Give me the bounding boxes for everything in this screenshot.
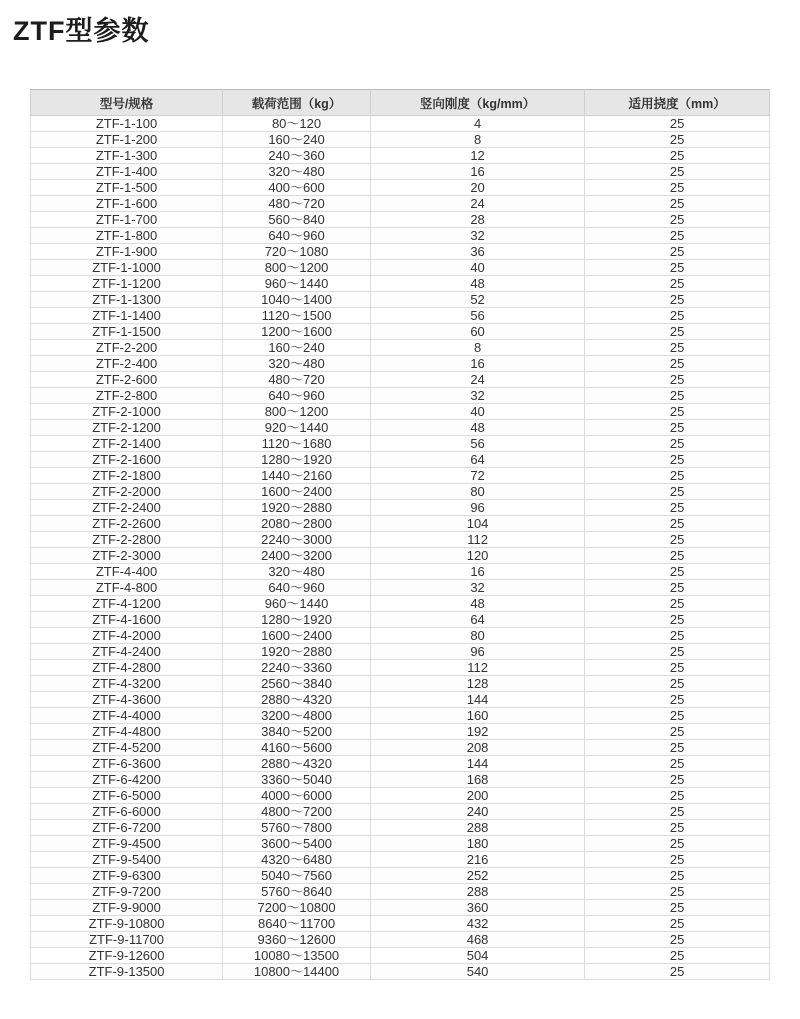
cell-deflection: 25 <box>585 708 770 724</box>
cell-model: ZTF-4-2400 <box>31 644 223 660</box>
cell-model: ZTF-1-800 <box>31 228 223 244</box>
column-header-load-range: 载荷范围（kg） <box>223 90 371 116</box>
cell-model: ZTF-2-2000 <box>31 484 223 500</box>
cell-load-range: 960～1440 <box>223 276 371 292</box>
cell-model: ZTF-4-3200 <box>31 676 223 692</box>
table-row <box>31 516 770 532</box>
cell-stiffness: 192 <box>370 724 584 740</box>
cell-stiffness: 468 <box>370 932 584 948</box>
column-header-vertical-stiffness: 竖向刚度（kg/mm） <box>370 90 584 116</box>
cell-deflection: 25 <box>585 356 770 372</box>
cell-deflection: 25 <box>585 372 770 388</box>
cell-load-range: 640～960 <box>223 388 371 404</box>
cell-load-range: 1120～1680 <box>223 436 371 452</box>
cell-model: ZTF-2-600 <box>31 372 223 388</box>
table-row <box>31 180 770 196</box>
cell-deflection: 25 <box>585 532 770 548</box>
cell-deflection: 25 <box>585 468 770 484</box>
table-row <box>31 340 770 356</box>
cell-stiffness: 80 <box>370 484 584 500</box>
cell-deflection: 25 <box>585 820 770 836</box>
table-row <box>31 260 770 276</box>
cell-load-range: 480～720 <box>223 196 371 212</box>
table-header <box>31 90 770 116</box>
table-row <box>31 820 770 836</box>
cell-deflection: 25 <box>585 836 770 852</box>
cell-deflection: 25 <box>585 868 770 884</box>
cell-stiffness: 160 <box>370 708 584 724</box>
cell-load-range: 4800～7200 <box>223 804 371 820</box>
cell-model: ZTF-1-1400 <box>31 308 223 324</box>
table-row <box>31 548 770 564</box>
cell-stiffness: 208 <box>370 740 584 756</box>
cell-stiffness: 288 <box>370 820 584 836</box>
cell-model: ZTF-1-1500 <box>31 324 223 340</box>
cell-deflection: 25 <box>585 292 770 308</box>
table-row <box>31 532 770 548</box>
cell-stiffness: 60 <box>370 324 584 340</box>
table-row <box>31 612 770 628</box>
cell-load-range: 2560～3840 <box>223 676 371 692</box>
table-row <box>31 740 770 756</box>
cell-load-range: 640～960 <box>223 580 371 596</box>
cell-model: ZTF-1-1200 <box>31 276 223 292</box>
cell-deflection: 25 <box>585 324 770 340</box>
cell-load-range: 1440～2160 <box>223 468 371 484</box>
table-row <box>31 836 770 852</box>
table-row <box>31 660 770 676</box>
cell-deflection: 25 <box>585 724 770 740</box>
cell-stiffness: 216 <box>370 852 584 868</box>
cell-stiffness: 24 <box>370 196 584 212</box>
cell-deflection: 25 <box>585 676 770 692</box>
cell-model: ZTF-6-5000 <box>31 788 223 804</box>
cell-load-range: 3200～4800 <box>223 708 371 724</box>
cell-load-range: 9360～12600 <box>223 932 371 948</box>
table-row <box>31 628 770 644</box>
cell-model: ZTF-9-12600 <box>31 948 223 964</box>
table-row <box>31 292 770 308</box>
cell-deflection: 25 <box>585 644 770 660</box>
cell-deflection: 25 <box>585 500 770 516</box>
table-row <box>31 244 770 260</box>
table-row <box>31 164 770 180</box>
cell-stiffness: 80 <box>370 628 584 644</box>
table-row <box>31 788 770 804</box>
cell-model: ZTF-1-1000 <box>31 260 223 276</box>
ztf-parameter-table <box>30 89 770 980</box>
table-row <box>31 436 770 452</box>
cell-stiffness: 48 <box>370 420 584 436</box>
cell-deflection: 25 <box>585 452 770 468</box>
cell-load-range: 1280～1920 <box>223 452 371 468</box>
cell-stiffness: 96 <box>370 644 584 660</box>
cell-load-range: 320～480 <box>223 356 371 372</box>
cell-deflection: 25 <box>585 276 770 292</box>
cell-stiffness: 24 <box>370 372 584 388</box>
cell-deflection: 25 <box>585 916 770 932</box>
cell-stiffness: 104 <box>370 516 584 532</box>
cell-stiffness: 16 <box>370 356 584 372</box>
cell-model: ZTF-9-7200 <box>31 884 223 900</box>
table-row <box>31 132 770 148</box>
cell-deflection: 25 <box>585 340 770 356</box>
table-row <box>31 404 770 420</box>
cell-load-range: 5760～8640 <box>223 884 371 900</box>
cell-deflection: 25 <box>585 244 770 260</box>
cell-deflection: 25 <box>585 660 770 676</box>
cell-model: ZTF-9-6300 <box>31 868 223 884</box>
cell-model: ZTF-4-1600 <box>31 612 223 628</box>
cell-stiffness: 432 <box>370 916 584 932</box>
cell-model: ZTF-4-4800 <box>31 724 223 740</box>
cell-stiffness: 240 <box>370 804 584 820</box>
cell-model: ZTF-1-700 <box>31 212 223 228</box>
cell-stiffness: 540 <box>370 964 584 980</box>
cell-model: ZTF-9-10800 <box>31 916 223 932</box>
cell-deflection: 25 <box>585 484 770 500</box>
cell-stiffness: 128 <box>370 676 584 692</box>
cell-deflection: 25 <box>585 516 770 532</box>
table-row <box>31 900 770 916</box>
cell-stiffness: 120 <box>370 548 584 564</box>
cell-deflection: 25 <box>585 804 770 820</box>
table-row <box>31 692 770 708</box>
table-row <box>31 964 770 980</box>
table-row <box>31 804 770 820</box>
cell-model: ZTF-1-500 <box>31 180 223 196</box>
cell-model: ZTF-4-4000 <box>31 708 223 724</box>
cell-model: ZTF-1-200 <box>31 132 223 148</box>
cell-load-range: 4320～6480 <box>223 852 371 868</box>
cell-deflection: 25 <box>585 964 770 980</box>
cell-model: ZTF-2-2400 <box>31 500 223 516</box>
cell-load-range: 2080～2800 <box>223 516 371 532</box>
cell-load-range: 2240～3000 <box>223 532 371 548</box>
cell-deflection: 25 <box>585 756 770 772</box>
table-row <box>31 948 770 964</box>
cell-deflection: 25 <box>585 404 770 420</box>
cell-stiffness: 12 <box>370 148 584 164</box>
cell-stiffness: 52 <box>370 292 584 308</box>
cell-model: ZTF-9-4500 <box>31 836 223 852</box>
table-row <box>31 596 770 612</box>
cell-stiffness: 252 <box>370 868 584 884</box>
cell-stiffness: 180 <box>370 836 584 852</box>
cell-model: ZTF-1-100 <box>31 116 223 132</box>
table-row <box>31 196 770 212</box>
cell-stiffness: 28 <box>370 212 584 228</box>
cell-model: ZTF-6-7200 <box>31 820 223 836</box>
cell-stiffness: 64 <box>370 452 584 468</box>
cell-model: ZTF-9-5400 <box>31 852 223 868</box>
cell-load-range: 2880～4320 <box>223 692 371 708</box>
cell-model: ZTF-1-300 <box>31 148 223 164</box>
cell-deflection: 25 <box>585 692 770 708</box>
cell-deflection: 25 <box>585 740 770 756</box>
cell-model: ZTF-2-3000 <box>31 548 223 564</box>
cell-stiffness: 32 <box>370 388 584 404</box>
cell-load-range: 1120～1500 <box>223 308 371 324</box>
cell-deflection: 25 <box>585 388 770 404</box>
table-row <box>31 356 770 372</box>
cell-deflection: 25 <box>585 580 770 596</box>
cell-deflection: 25 <box>585 116 770 132</box>
table-row <box>31 644 770 660</box>
cell-stiffness: 40 <box>370 260 584 276</box>
cell-load-range: 800～1200 <box>223 260 371 276</box>
cell-load-range: 320～480 <box>223 564 371 580</box>
cell-load-range: 4000～6000 <box>223 788 371 804</box>
cell-deflection: 25 <box>585 148 770 164</box>
cell-model: ZTF-2-1200 <box>31 420 223 436</box>
cell-model: ZTF-2-1000 <box>31 404 223 420</box>
cell-deflection: 25 <box>585 548 770 564</box>
table-row <box>31 852 770 868</box>
column-header-applicable-deflection: 适用挠度（mm） <box>585 90 770 116</box>
cell-deflection: 25 <box>585 164 770 180</box>
cell-deflection: 25 <box>585 932 770 948</box>
table-header-row <box>31 90 770 116</box>
cell-stiffness: 32 <box>370 580 584 596</box>
cell-model: ZTF-9-11700 <box>31 932 223 948</box>
cell-load-range: 3840～5200 <box>223 724 371 740</box>
cell-model: ZTF-4-5200 <box>31 740 223 756</box>
cell-stiffness: 16 <box>370 564 584 580</box>
table-row <box>31 564 770 580</box>
table-row <box>31 676 770 692</box>
cell-model: ZTF-2-200 <box>31 340 223 356</box>
cell-deflection: 25 <box>585 612 770 628</box>
table-row <box>31 276 770 292</box>
page-title: ZTF型参数 <box>13 16 150 46</box>
cell-deflection: 25 <box>585 132 770 148</box>
cell-stiffness: 144 <box>370 756 584 772</box>
cell-model: ZTF-9-13500 <box>31 964 223 980</box>
table-row <box>31 756 770 772</box>
cell-deflection: 25 <box>585 212 770 228</box>
cell-stiffness: 16 <box>370 164 584 180</box>
table-row <box>31 484 770 500</box>
cell-load-range: 1920～2880 <box>223 500 371 516</box>
cell-stiffness: 32 <box>370 228 584 244</box>
cell-load-range: 8640～11700 <box>223 916 371 932</box>
cell-deflection: 25 <box>585 596 770 612</box>
table-row <box>31 148 770 164</box>
cell-load-range: 720～1080 <box>223 244 371 260</box>
table-row <box>31 372 770 388</box>
cell-load-range: 80～120 <box>223 116 371 132</box>
cell-deflection: 25 <box>585 260 770 276</box>
cell-stiffness: 56 <box>370 436 584 452</box>
table-row <box>31 580 770 596</box>
table-row <box>31 228 770 244</box>
cell-stiffness: 36 <box>370 244 584 260</box>
cell-model: ZTF-1-400 <box>31 164 223 180</box>
cell-load-range: 3360～5040 <box>223 772 371 788</box>
cell-load-range: 800～1200 <box>223 404 371 420</box>
cell-model: ZTF-2-800 <box>31 388 223 404</box>
cell-model: ZTF-2-1800 <box>31 468 223 484</box>
cell-load-range: 2240～3360 <box>223 660 371 676</box>
cell-model: ZTF-2-1400 <box>31 436 223 452</box>
cell-load-range: 1040～1400 <box>223 292 371 308</box>
cell-load-range: 560～840 <box>223 212 371 228</box>
table-row <box>31 468 770 484</box>
cell-stiffness: 64 <box>370 612 584 628</box>
cell-deflection: 25 <box>585 628 770 644</box>
cell-model: ZTF-9-9000 <box>31 900 223 916</box>
cell-stiffness: 200 <box>370 788 584 804</box>
cell-load-range: 240～360 <box>223 148 371 164</box>
cell-load-range: 2880～4320 <box>223 756 371 772</box>
cell-load-range: 160～240 <box>223 340 371 356</box>
cell-deflection: 25 <box>585 772 770 788</box>
cell-model: ZTF-4-2800 <box>31 660 223 676</box>
cell-stiffness: 48 <box>370 276 584 292</box>
cell-deflection: 25 <box>585 884 770 900</box>
cell-model: ZTF-6-3600 <box>31 756 223 772</box>
cell-deflection: 25 <box>585 948 770 964</box>
cell-model: ZTF-4-400 <box>31 564 223 580</box>
table-row <box>31 452 770 468</box>
cell-load-range: 5760～7800 <box>223 820 371 836</box>
cell-deflection: 25 <box>585 228 770 244</box>
cell-deflection: 25 <box>585 436 770 452</box>
cell-load-range: 10800～14400 <box>223 964 371 980</box>
table-row <box>31 212 770 228</box>
cell-model: ZTF-4-2000 <box>31 628 223 644</box>
cell-load-range: 1600～2400 <box>223 628 371 644</box>
cell-load-range: 1280～1920 <box>223 612 371 628</box>
cell-load-range: 10080～13500 <box>223 948 371 964</box>
cell-stiffness: 288 <box>370 884 584 900</box>
cell-deflection: 25 <box>585 788 770 804</box>
table-row <box>31 116 770 132</box>
column-header-model: 型号/规格 <box>31 90 223 116</box>
cell-model: ZTF-1-1300 <box>31 292 223 308</box>
table-row <box>31 932 770 948</box>
cell-stiffness: 112 <box>370 532 584 548</box>
cell-model: ZTF-2-1600 <box>31 452 223 468</box>
table-row <box>31 916 770 932</box>
cell-stiffness: 48 <box>370 596 584 612</box>
cell-model: ZTF-6-6000 <box>31 804 223 820</box>
cell-stiffness: 96 <box>370 500 584 516</box>
table-row <box>31 500 770 516</box>
cell-deflection: 25 <box>585 308 770 324</box>
cell-model: ZTF-1-900 <box>31 244 223 260</box>
table-row <box>31 884 770 900</box>
cell-deflection: 25 <box>585 900 770 916</box>
cell-stiffness: 72 <box>370 468 584 484</box>
cell-deflection: 25 <box>585 564 770 580</box>
cell-stiffness: 8 <box>370 340 584 356</box>
cell-load-range: 320～480 <box>223 164 371 180</box>
cell-model: ZTF-2-2600 <box>31 516 223 532</box>
cell-load-range: 400～600 <box>223 180 371 196</box>
cell-stiffness: 504 <box>370 948 584 964</box>
cell-load-range: 160～240 <box>223 132 371 148</box>
cell-load-range: 4160～5600 <box>223 740 371 756</box>
cell-load-range: 1600～2400 <box>223 484 371 500</box>
cell-load-range: 480～720 <box>223 372 371 388</box>
cell-load-range: 640～960 <box>223 228 371 244</box>
table-row <box>31 868 770 884</box>
cell-load-range: 1920～2880 <box>223 644 371 660</box>
cell-load-range: 5040～7560 <box>223 868 371 884</box>
table-row <box>31 772 770 788</box>
cell-deflection: 25 <box>585 420 770 436</box>
table-row <box>31 708 770 724</box>
cell-load-range: 2400～3200 <box>223 548 371 564</box>
table-row <box>31 308 770 324</box>
cell-model: ZTF-1-600 <box>31 196 223 212</box>
cell-deflection: 25 <box>585 180 770 196</box>
table-row <box>31 388 770 404</box>
table-body <box>31 116 770 980</box>
cell-load-range: 960～1440 <box>223 596 371 612</box>
cell-model: ZTF-2-400 <box>31 356 223 372</box>
cell-deflection: 25 <box>585 196 770 212</box>
cell-deflection: 25 <box>585 852 770 868</box>
cell-load-range: 7200～10800 <box>223 900 371 916</box>
cell-stiffness: 56 <box>370 308 584 324</box>
cell-stiffness: 4 <box>370 116 584 132</box>
cell-model: ZTF-2-2800 <box>31 532 223 548</box>
cell-load-range: 1200～1600 <box>223 324 371 340</box>
cell-load-range: 3600～5400 <box>223 836 371 852</box>
cell-stiffness: 8 <box>370 132 584 148</box>
cell-model: ZTF-4-3600 <box>31 692 223 708</box>
cell-stiffness: 144 <box>370 692 584 708</box>
cell-model: ZTF-4-1200 <box>31 596 223 612</box>
cell-model: ZTF-4-800 <box>31 580 223 596</box>
table-row <box>31 420 770 436</box>
cell-stiffness: 20 <box>370 180 584 196</box>
cell-stiffness: 40 <box>370 404 584 420</box>
cell-stiffness: 112 <box>370 660 584 676</box>
cell-stiffness: 168 <box>370 772 584 788</box>
cell-load-range: 920～1440 <box>223 420 371 436</box>
table-row <box>31 724 770 740</box>
cell-model: ZTF-6-4200 <box>31 772 223 788</box>
cell-stiffness: 360 <box>370 900 584 916</box>
table-row <box>31 324 770 340</box>
